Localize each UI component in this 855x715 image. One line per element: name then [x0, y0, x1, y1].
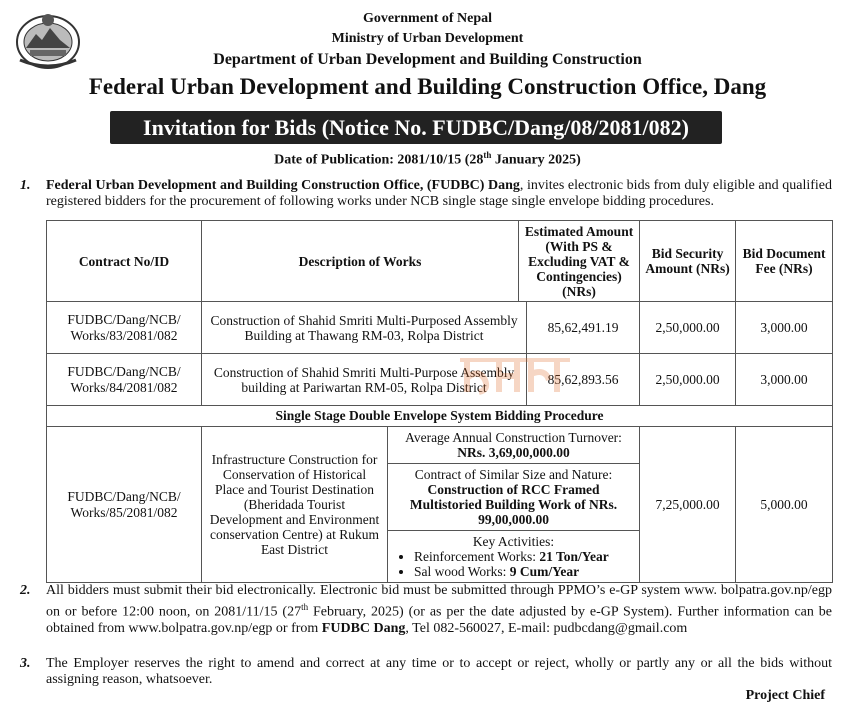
- header-fee: Bid Document Fee (NRs): [736, 221, 833, 302]
- row3-contract: FUDBC/Dang/NCB/ Works/85/2081/082: [47, 427, 202, 583]
- para3-number: 3.: [20, 656, 31, 671]
- row3-description: Infrastructure Construction for Conservation of Historical Place and Tourist Destination (Bheridada Tourist Development and Environment conservation Centre) at Rukum East District: [202, 427, 388, 583]
- header-office: Federal Urban Development and Building Construction Office, Dang: [88, 74, 767, 99]
- header-department: Department of Urban Development and Building Construction: [213, 51, 642, 68]
- para2-number: 2.: [20, 583, 31, 598]
- header-ministry: Ministry of Urban Development: [331, 31, 524, 46]
- row1-contract: FUDBC/Dang/NCB/ Works/83/2081/082: [47, 302, 202, 354]
- section-title-row: [47, 406, 833, 427]
- req-turnover: Average Annual Construction Turnover: NRs. 3,69,00,000.00: [388, 427, 639, 464]
- publication-date: Date of Publication: 2081/10/15 (28th January 2025): [274, 150, 581, 168]
- row1-fee: 3,000.00: [736, 302, 833, 354]
- req-key-activities: Key Activities: • Reinforcement Works: 21 Ton/Year • Sal wood Works: 9 Cum/Year: [388, 531, 639, 582]
- activity-item: • Sal wood Works: 9 Cum/Year: [414, 564, 635, 579]
- table-row: [47, 302, 833, 354]
- row3-security: 7,25,000.00: [640, 427, 736, 583]
- header-description: Description of Works: [298, 253, 422, 269]
- req-similar-contract: Contract of Similar Size and Nature: Construction of RCC Framed Multistoried Building Work of NRs. 99,00,000.00: [388, 464, 639, 531]
- row1-description: Construction of Shahid Smriti Multi-Purposed Assembly Building at Thawang RM-03, Rolpa District: [210, 312, 518, 343]
- header-estimate: Estimated Amount (With PS & Excluding VAT & Contingencies) (NRs): [518, 221, 639, 301]
- header-security: Bid Security Amount (NRs): [640, 221, 736, 302]
- para1-text: Federal Urban Development and Building Construction Office, (FUDBC) Dang, invites electronic bids from duly eligible and qualified registered bidders for the procurement of following works under NCB single stage single envelope bidding procedures.: [46, 178, 832, 209]
- table-row: [47, 354, 833, 406]
- row1-security: 2,50,000.00: [640, 302, 736, 354]
- para3-text: The Employer reserves the right to amend and correct at any time or to accept or reject, wholly or partly any or all the bids without assigning reason, whatsoever.: [46, 656, 832, 687]
- section-title: Single Stage Double Envelope System Bidding Procedure: [47, 406, 833, 427]
- header-desc-est: [202, 221, 639, 301]
- bids-table: [46, 220, 833, 583]
- table-header-row: [47, 221, 833, 302]
- row2-description: Construction of Shahid Smriti Multi-Purpose Assembly building at Pariwartan RM-05, Rolpa District: [213, 364, 515, 395]
- para1-number: 1.: [20, 178, 31, 193]
- header-government: Government of Nepal: [362, 11, 493, 26]
- signoff: Project Chief: [745, 688, 825, 703]
- row1-estimate: 85,62,491.19: [526, 302, 639, 353]
- row3-fee: 5,000.00: [736, 427, 833, 583]
- header-contract: Contract No/ID: [47, 221, 202, 302]
- table-row: [47, 427, 833, 583]
- row2-fee: 3,000.00: [736, 354, 833, 406]
- row2-contract: FUDBC/Dang/NCB/ Works/84/2081/082: [47, 354, 202, 406]
- para2-text: All bidders must submit their bid electronically. Electronic bid must be submitted through PPMO’s e-GP system www. bolpatra.gov.np/egp on or before 12:00 noon, on 2081/11/15 (27th February, 2025) (or as per the date adjusted by e-GP System). Further information can be obtained from www.bolpatra.gov.np/egp or from FUDBC Dang, Tel 082-560027, E-mail: pudbcdang@gmail.com: [46, 583, 833, 636]
- notice-banner: Invitation for Bids (Notice No. FUDBC/Dang/08/2081/082): [110, 111, 722, 144]
- row2-estimate: 85,62,893.56: [526, 354, 639, 405]
- activity-item: • Reinforcement Works: 21 Ton/Year: [414, 549, 635, 564]
- row2-security: 2,50,000.00: [640, 354, 736, 406]
